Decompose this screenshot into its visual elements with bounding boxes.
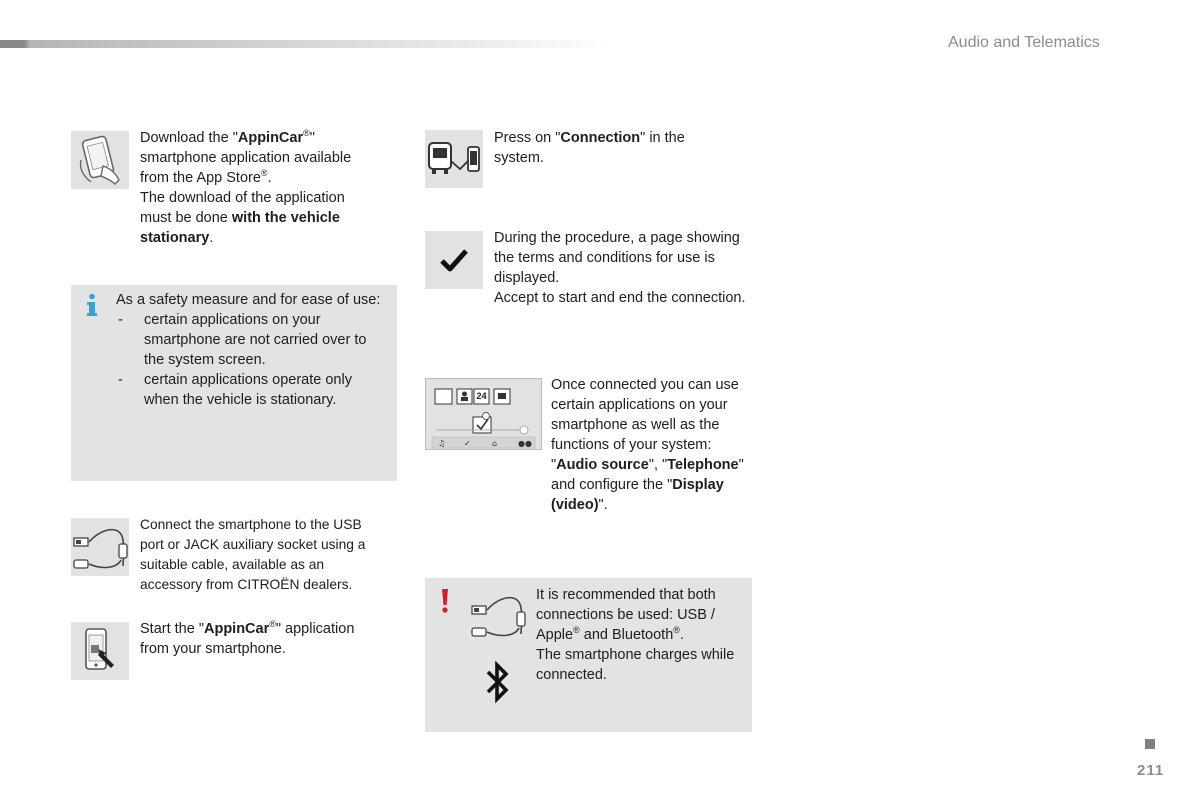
smartphone-tap-icon (71, 622, 129, 680)
svg-text:♫: ♫ (438, 439, 446, 448)
connect-cable-text: Connect the smartphone to the USB port or JACK auxiliary socket using a suitable cable, available as an accessory from CITROËN dealers. (140, 517, 366, 592)
terms-text: During the procedure, a page showing the terms and conditions for use is displayed. Accept to start and end the connection. (494, 230, 746, 306)
bluetooth-icon (484, 660, 512, 709)
download-instructions: Download the "AppinCar®" smartphone application available from the App Store®. The download of the application must be done with the vehicle stationary. (140, 128, 352, 246)
section-title: Audio and Telematics (948, 34, 1100, 51)
smartphone-hand-icon (71, 131, 129, 189)
info-icon (84, 293, 100, 322)
app-name: AppinCar (203, 621, 270, 637)
press-connection-text: Press on "Connection" in the system. (494, 130, 685, 166)
telephone-label: Telephone (667, 457, 739, 473)
header-decor-bar (0, 40, 610, 48)
page-number: 211 (1137, 762, 1165, 779)
start-app-text: Start the "AppinCar®" application from your smartphone. (140, 619, 355, 657)
app-name: AppinCar (237, 130, 304, 146)
connected-functions-text: Once connected you can use certain applications on your smartphone as well as the functions of your system: "Audio source", "Telephone" and configure the "Display (video)". (551, 377, 744, 513)
connection-icon (425, 130, 483, 188)
svg-text:●●: ●● (518, 439, 532, 448)
audio-source-label: Audio source (556, 457, 649, 473)
system-screen-icon (425, 378, 542, 450)
connection-label: Connection (560, 130, 641, 146)
corner-marker (1145, 739, 1155, 749)
safety-note-text (116, 290, 386, 410)
svg-text:✓: ✓ (464, 439, 471, 448)
warning-icon (440, 588, 450, 619)
screen-label: 24 (476, 391, 487, 401)
recommendation-text: It is recommended that both connections be used: USB / Apple® and Bluetooth®. The smartphone charges while connected. (536, 587, 735, 683)
usb-cable-icon (468, 586, 528, 649)
svg-text:⌂: ⌂ (492, 439, 498, 448)
list-item: - certain applications operate only when the vehicle is stationary. (116, 370, 386, 410)
safety-note-intro: As a safety measure and for ease of use: (116, 292, 381, 308)
display-video-label: Display (video) (551, 477, 724, 513)
list-item: - certain applications on your smartphone are not carried over to the system screen. (116, 310, 386, 370)
usb-cable-icon (71, 518, 129, 576)
checkmark-icon (425, 231, 483, 289)
